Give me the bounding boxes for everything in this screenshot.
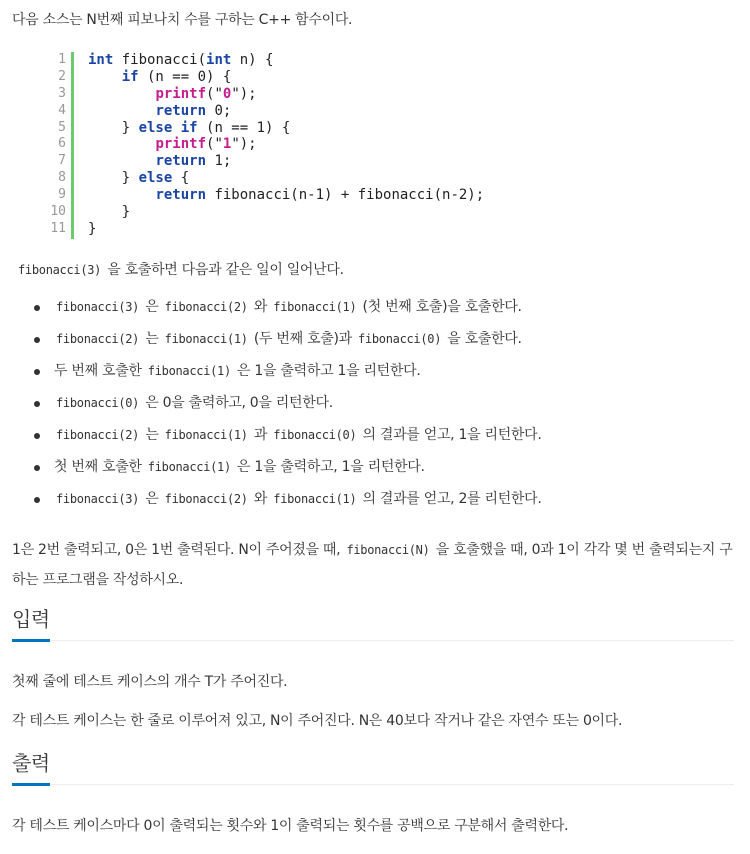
code-line: int fibonacci(int n) { [88, 52, 274, 68]
input-section-header [12, 606, 734, 641]
line-number: 1 [58, 52, 66, 67]
list-text: 두 번째 호출한 [54, 363, 146, 379]
list-item [12, 424, 542, 456]
list-item [12, 360, 542, 392]
line-numbers [30, 52, 66, 238]
call-description [16, 259, 344, 281]
output-paragraph: 각 테스트 케이스마다 0이 출력되는 횟수와 1이 출력되는 횟수를 공백으로 구분해서 출력한다. [12, 818, 569, 834]
line-number: 6 [58, 136, 66, 152]
inline-code: fibonacci(2) [164, 300, 248, 314]
line-number: 10 [50, 204, 66, 220]
code-line: return fibonacci(n-1) + fibonacci(n-2); [155, 187, 485, 204]
code-line: return 1; [155, 153, 232, 170]
code-line: if (n == 0) { [121, 68, 232, 85]
inline-code: fibonacci(2) [56, 428, 140, 442]
list-text: 은 [141, 299, 163, 315]
list-text: 을 호출한다. [443, 331, 522, 347]
line-number: 9 [58, 187, 66, 203]
desc-text: 1은 2번 출력되고, 0은 1번 출력된다. N이 주어졌을 때, [12, 542, 345, 558]
code-line: } else { [88, 170, 190, 187]
line-number: 11 [50, 220, 66, 236]
list-text: 와 [249, 299, 272, 315]
line-number: 3 [58, 85, 66, 101]
inline-code: fibonacci(0) [56, 396, 140, 410]
list-text: (두 번째 호출)과 [249, 331, 357, 347]
code-gutter-bar [71, 52, 74, 239]
line-number: 4 [58, 102, 66, 118]
input-paragraph: 각 테스트 케이스는 한 줄로 이루어져 있고, N이 주어진다. N은 40보다 작거나 같은 자연수 또는 0이다. [12, 713, 623, 729]
code-line: } [88, 204, 131, 221]
inline-code: fibonacci(3) [56, 300, 140, 314]
list-text: 의 결과를 얻고, 2를 리턴한다. [358, 491, 542, 507]
list-text: 은 0을 출력하고, 0을 리턴한다. [141, 395, 333, 411]
list-text: 는 [141, 331, 163, 347]
inline-code: fibonacci(1) [273, 492, 357, 506]
list-text: 은 1을 출력하고, 1을 리턴한다. [232, 459, 425, 475]
list-text: 의 결과를 얻고, 1을 리턴한다. [358, 427, 542, 443]
code-line: } [88, 220, 97, 237]
inline-code: fibonacci(N) [346, 543, 430, 557]
inline-code: fibonacci(1) [147, 460, 231, 474]
call-steps-list [12, 296, 542, 520]
code-block [30, 52, 720, 242]
problem-description [12, 535, 736, 595]
inline-code: fibonacci(1) [164, 332, 248, 346]
list-text: 와 [249, 491, 272, 507]
output-heading: 출력 [12, 750, 50, 786]
desc-text: 을 호출했을 때, 0과 1이 각각 몇 번 출력되는지 구하는 프로그램을 작성하시오. [12, 542, 733, 588]
code-line: } else if (n == 1) { [88, 119, 291, 136]
code-line: printf("0"); [155, 85, 257, 102]
inline-code: fibonacci(3) [18, 263, 102, 277]
list-item [12, 328, 542, 360]
inline-code: fibonacci(1) [273, 300, 357, 314]
list-text: 첫 번째 호출한 [54, 459, 146, 475]
inline-code: fibonacci(3) [56, 492, 140, 506]
list-text: 과 [249, 427, 272, 443]
list-item [12, 488, 542, 520]
inline-code: fibonacci(1) [164, 428, 248, 442]
list-item [12, 456, 542, 488]
code-lines [88, 52, 484, 238]
code-line: return 0; [155, 102, 232, 119]
inline-code: fibonacci(0) [273, 428, 357, 442]
list-text: 은 1을 출력하고 1을 리턴한다. [232, 363, 421, 379]
call-text: 을 호출하면 다음과 같은 일이 일어난다. [103, 262, 344, 278]
list-item [12, 296, 542, 328]
input-heading: 입력 [12, 606, 50, 642]
line-number: 8 [58, 170, 66, 186]
input-paragraph: 첫째 줄에 테스트 케이스의 개수 T가 주어진다. [12, 674, 288, 690]
inline-code: fibonacci(2) [56, 332, 140, 346]
line-number: 5 [58, 119, 66, 135]
list-item [12, 392, 542, 424]
list-text: (첫 번째 호출)을 호출한다. [358, 299, 522, 315]
intro-text: 다음 소스는 N번째 피보나치 수를 구하는 C++ 함수이다. [12, 12, 353, 28]
inline-code: fibonacci(2) [164, 492, 248, 506]
inline-code: fibonacci(1) [147, 364, 231, 378]
line-number: 7 [58, 153, 66, 169]
line-number: 2 [58, 68, 66, 84]
inline-code: fibonacci(0) [358, 332, 442, 346]
list-text: 은 [141, 491, 163, 507]
code-line: printf("1"); [155, 136, 257, 153]
list-text: 는 [141, 427, 163, 443]
output-section-header [12, 750, 734, 785]
